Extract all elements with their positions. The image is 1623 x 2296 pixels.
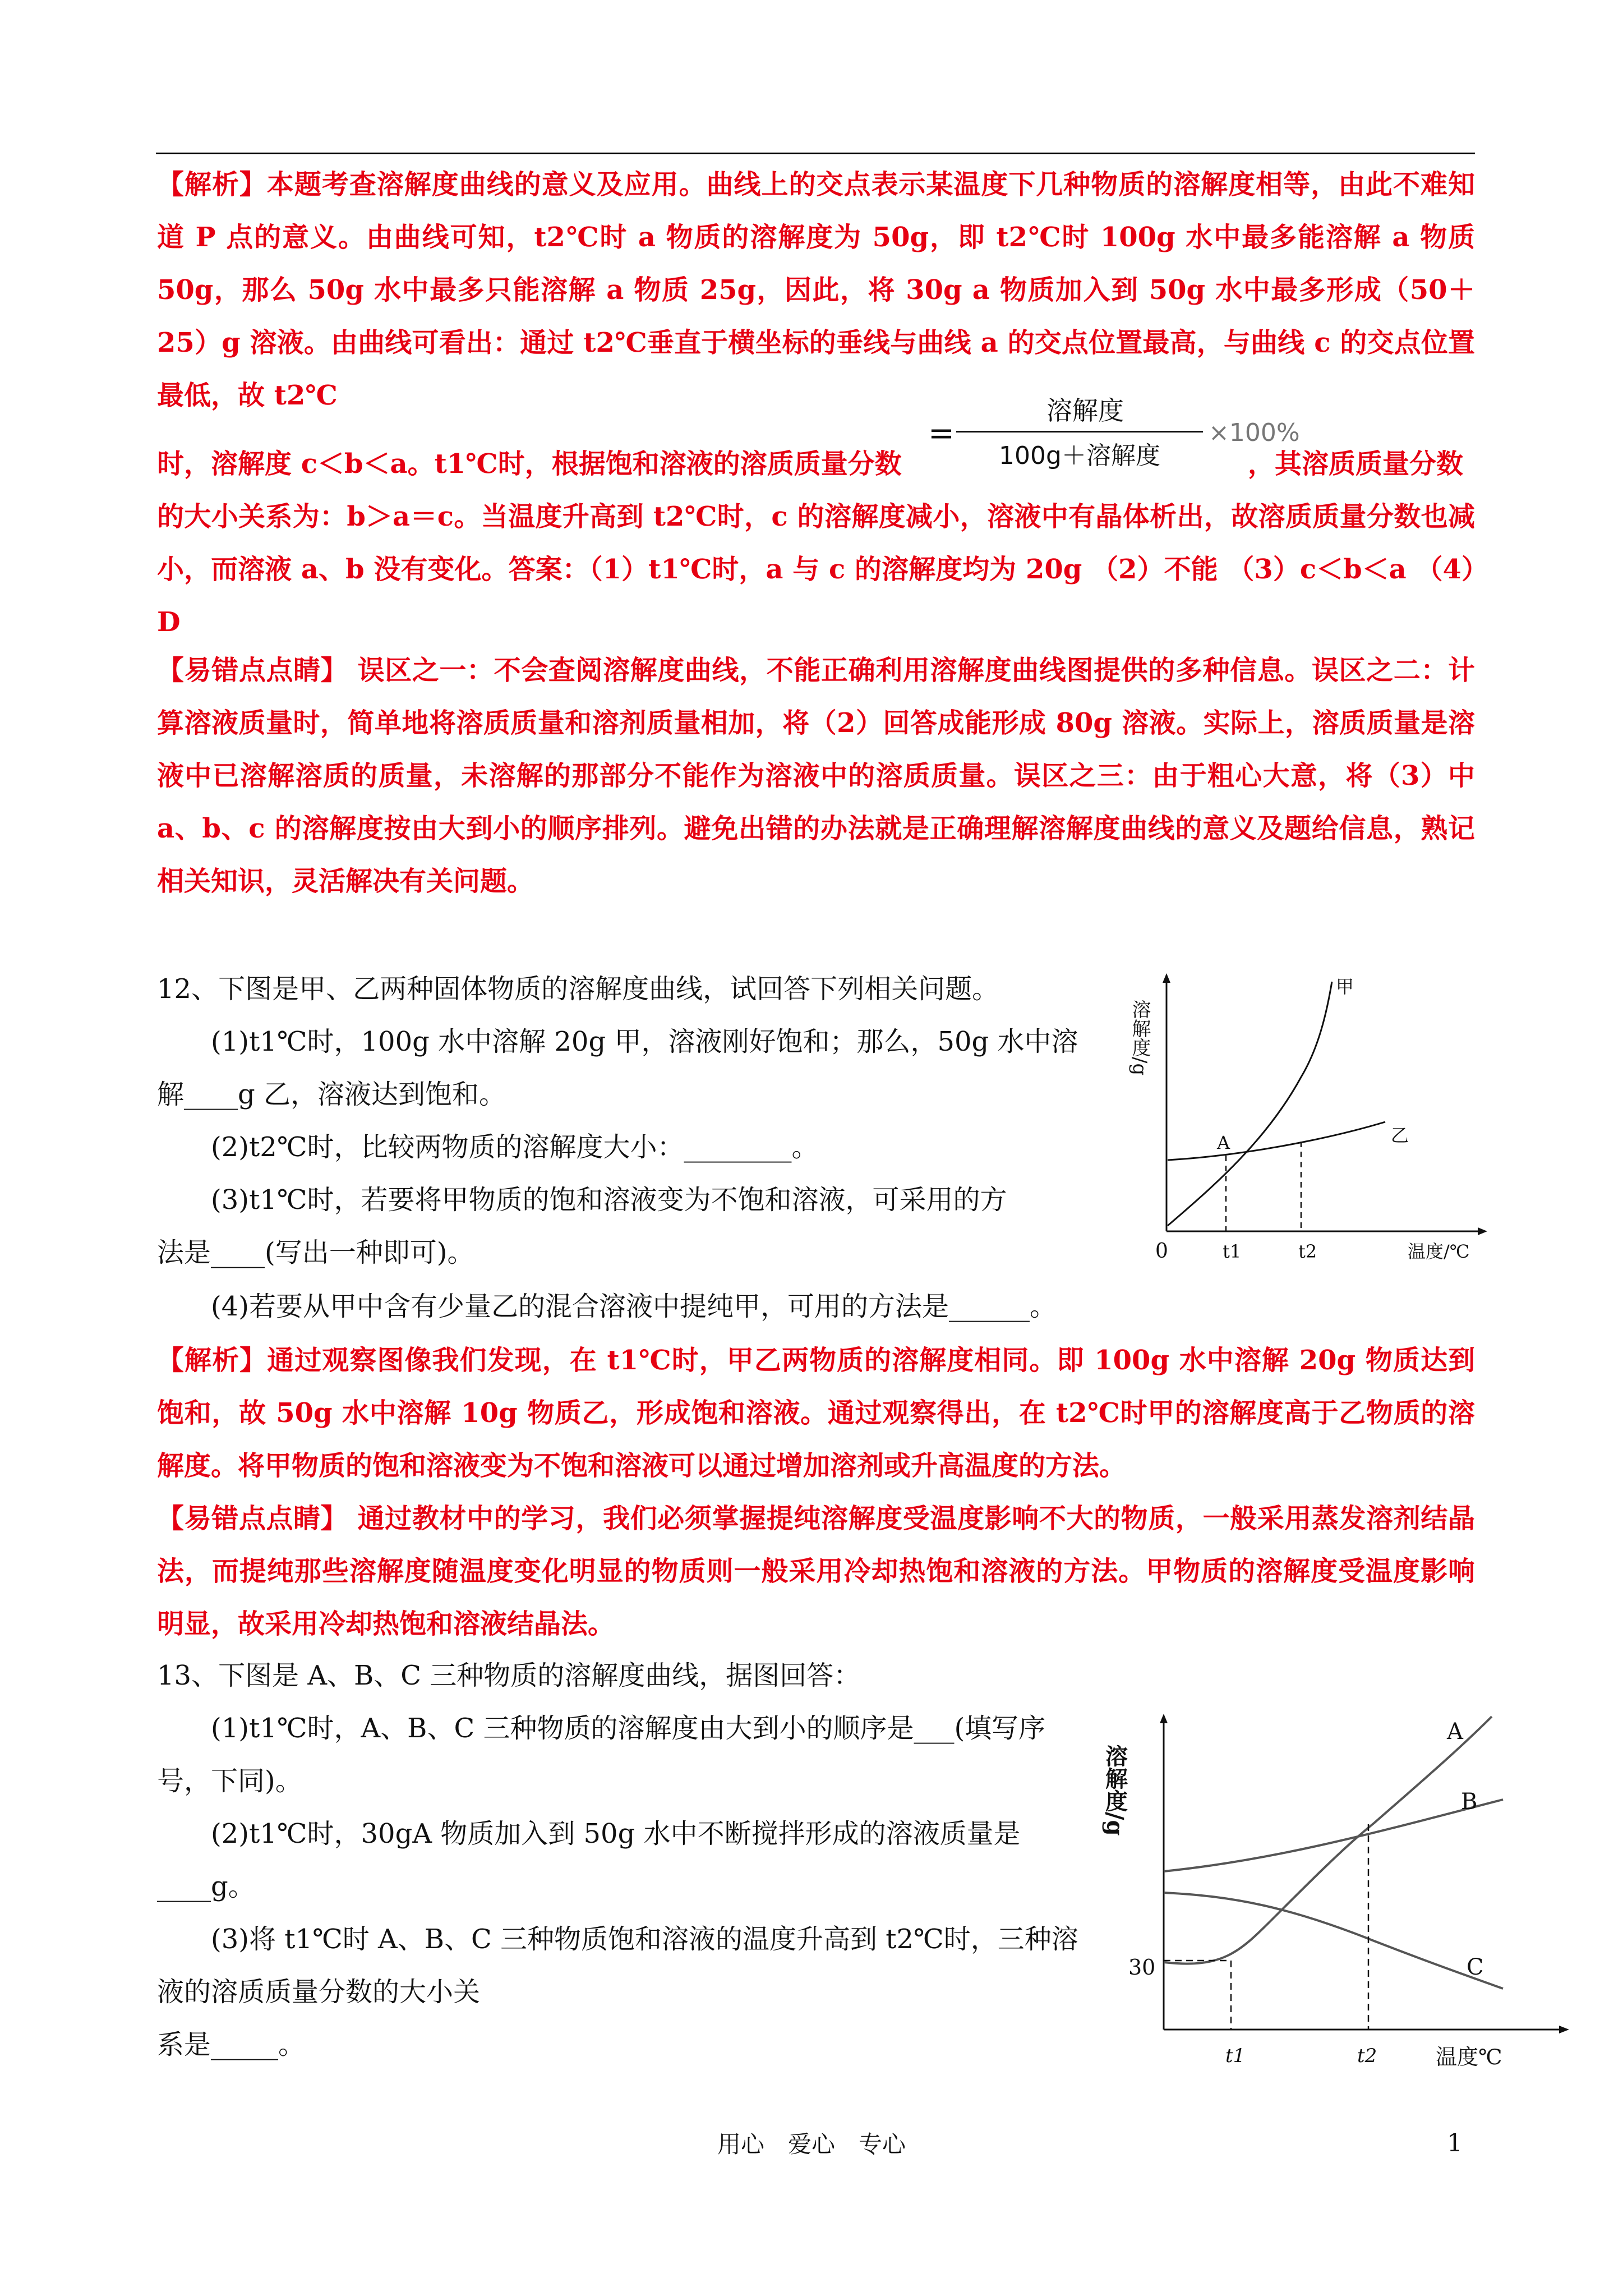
mass-fraction-formula: = 溶解度 100g＋溶解度 ×100% — [928, 390, 1248, 475]
q12-curve-yi — [1168, 1122, 1385, 1160]
q13-solubility-figure — [1101, 1705, 1576, 2076]
footer-motto: 用心 爱心 专心 — [717, 2131, 906, 2158]
page-number: 1 — [1447, 2129, 1463, 2157]
q12-point-a: A — [1217, 1132, 1230, 1153]
q12-solubility-figure — [1128, 970, 1492, 1263]
analysis-11-p1: 【解析】本题考查溶解度曲线的意义及应用。曲线上的交点表示某温度下几种物质的溶解度相等，由此不难知道 P 点的意义。由曲线可知，t2℃时 a 物质的溶解度为 50g，即 t2℃时 100g 水中最多能溶解 a 物质 50g，那么 50g 水中最多只能溶解 a 物质 25g，因此，将 30g a 物质加入到 50g 水中最多形成（50＋25）g 溶液。由曲线可看出：通过 t2℃垂直于横坐标的垂线与曲线 a 的交点位置最高，与曲线 c 的交点位置最低，故 t2℃ — [157, 169, 1475, 411]
q12-label-yi: 乙 — [1391, 1125, 1409, 1146]
q13-label-a: A — [1447, 1719, 1463, 1745]
q13-label-b: B — [1461, 1789, 1478, 1815]
q12-t2: t2 — [1298, 1241, 1317, 1262]
q13-xlabel: 温度℃ — [1436, 2045, 1502, 2069]
question-12: 12、下图是甲、乙两种固体物质的溶解度曲线，试回答下列相关问题。 (1)t1℃时，100g 水中溶解 20g 甲，溶液刚好饱和；那么，50g 水中溶 解____g 乙，溶液达到饱和。 (2)t2℃时，比较两物质的溶解度大小：________。 (3)t1℃时，若要将甲物质的饱和溶液变为不饱和溶液，可采用的方 法是____(写出一种即可)。 — [157, 963, 1088, 1279]
q13-y30: 30 — [1128, 1955, 1156, 1980]
question-13: (1)t1℃时，A、B、C 三种物质的溶解度由大到小的顺序是___(填写序 号，下同)。 (2)t1℃时，30gA 物质加入到 50g 水中不断搅拌形成的溶液质量是 ____g。 (3)将 t1℃时 A、B、C 三种物质饱和溶液的温度升高到 t2℃时，三种溶 液的溶质质量分数的大小关 系是_____。 — [157, 1713, 1078, 2060]
q12-stem: 12、下图是甲、乙两种固体物质的溶解度曲线，试回答下列相关问题。 — [157, 973, 999, 1005]
q13-curve-c — [1164, 1893, 1503, 1989]
formula-numerator: 溶解度 — [1046, 395, 1124, 426]
q13-ylabel: 溶解度/g — [1101, 1745, 1128, 1836]
formula-denominator: 100g＋溶解度 — [999, 441, 1160, 470]
q12-label-jia: 甲 — [1336, 976, 1354, 997]
q13-curve-a — [1164, 1717, 1492, 1964]
analysis-11 — [157, 158, 1475, 422]
analysis-11-p2: 时，溶解度 c＜b＜a。t1℃时，根据饱和溶液的溶质质量分数 — [157, 448, 902, 480]
q13-stem: 13、下图是 A、B、C 三种物质的溶解度曲线，据图回答： — [157, 1660, 861, 1691]
q13-label-c: C — [1467, 1954, 1484, 1980]
header-rule — [156, 153, 1475, 154]
analysis-11-p3: 的大小关系为：b＞a＝c。当温度升高到 t2℃时，c 的溶解度减小，溶液中有晶体析出，故溶质质量分数也减小，而溶液 a、b 没有变化。答案：（1）t1℃时，a 与 c 的溶解度均为 20g （2）不能 （3）c＜b＜a （4）D — [157, 501, 1475, 638]
q13-t1: t1 — [1225, 2045, 1246, 2067]
q12-t1: t1 — [1223, 1241, 1242, 1262]
q13-t2: t2 — [1357, 2045, 1377, 2067]
q12-s4: (4)若要从甲中含有少量乙的混合溶液中提纯甲，可用的方法是______。 — [211, 1291, 1057, 1322]
q12-ylabel: 溶解度/g — [1128, 1000, 1151, 1076]
mistakes-11: 【易错点点睛】 误区之一：不会查阅溶解度曲线，不能正确利用溶解度曲线图提供的多种信息。误区之二：计算溶液质量时，简单地将溶质质量和溶剂质量相加，将（2）回答成能形成 80g 溶液。实际上，溶质质量是溶液中已溶解溶质的质量，未溶解的那部分不能作为溶液中的溶质质量。误区之三：由于粗心大意，将（3）中 a、b、c 的溶解度按由大到小的顺序排列。避免出错的办法就是正确理解溶解度曲线的意义及题给信息，熟记相关知识，灵活解决有关问题。 — [157, 655, 1475, 897]
analysis-11-p2b: ，其溶质质量分数 — [1248, 448, 1464, 480]
mistakes-12: 【易错点点睛】 通过教材中的学习，我们必须掌握提纯溶解度受温度影响不大的物质，一般采用蒸发溶剂结晶法，而提纯那些溶解度随温度变化明显的物质则一般采用冷却热饱和溶液的方法。甲物质的溶解度受温度影响明显，故采用冷却热饱和溶液结晶法。 — [157, 1503, 1475, 1640]
q12-origin: 0 — [1155, 1240, 1168, 1263]
q12-xlabel: 温度/℃ — [1408, 1241, 1470, 1262]
analysis-12: 【解析】通过观察图像我们发现，在 t1℃时，甲乙两物质的溶解度相同。即 100g 水中溶解 20g 物质达到饱和，故 50g 水中溶解 10g 物质乙，形成饱和溶液。通过观察得出，在 t2℃时甲的溶解度高于乙物质的溶解度。将甲物质的饱和溶液变为不饱和溶液可以通过增加溶剂或升高温度的方法。 — [157, 1345, 1475, 1481]
q13-stem-block — [157, 1649, 1475, 1702]
q12-curve-jia — [1168, 982, 1332, 1226]
